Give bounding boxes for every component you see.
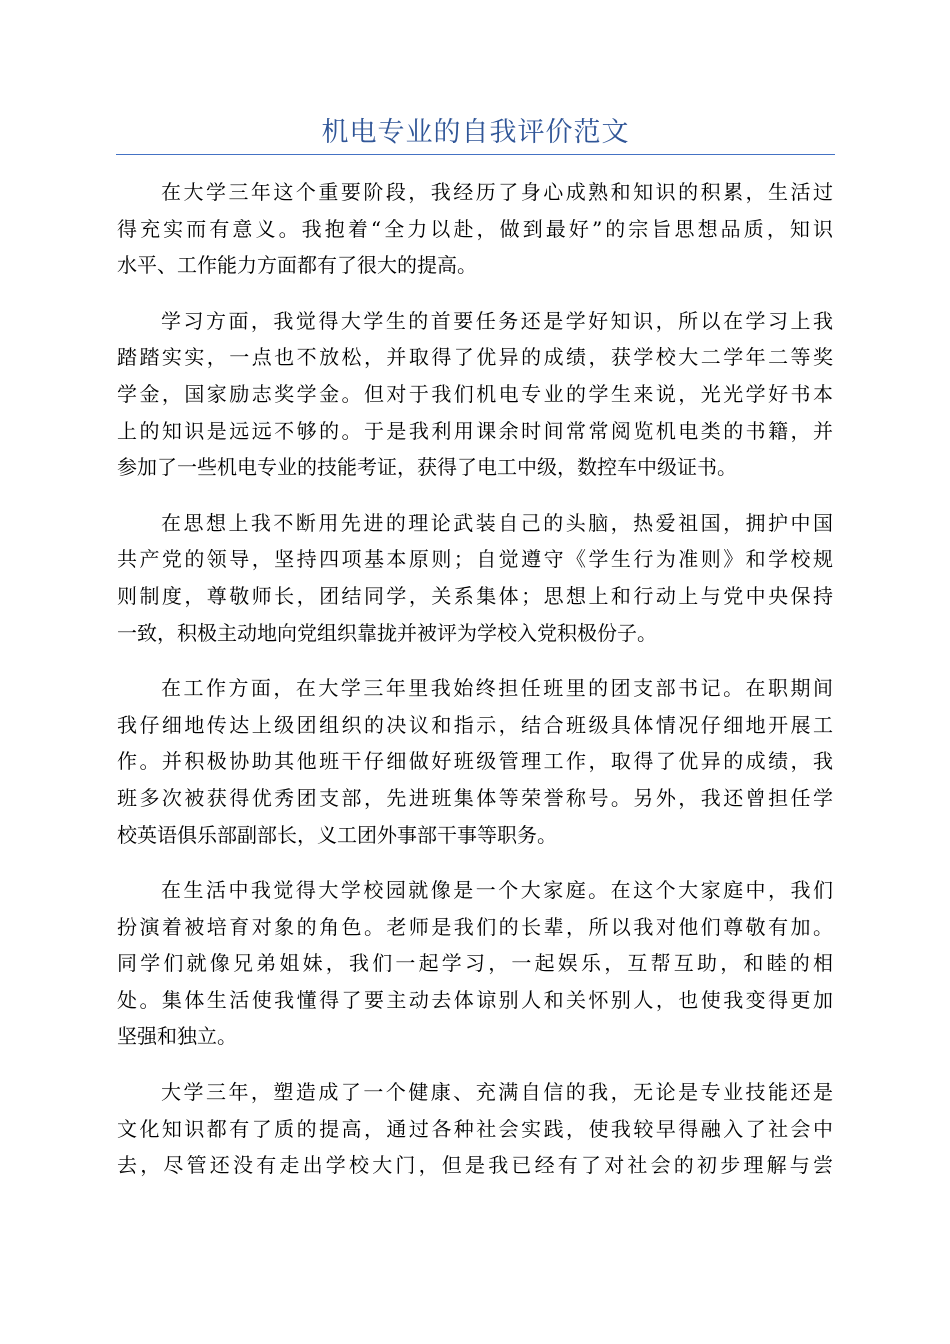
- paragraph-line: 大学三年，塑造成了一个健康、充满自信的我，无论是专业技能还是: [161, 1080, 833, 1105]
- paragraph-line: 作。并积极协助其他班干仔细做好班级管理工作，取得了优异的成绩，我: [117, 749, 833, 774]
- document-title: 机电专业的自我评价范文: [321, 117, 630, 148]
- paragraph: [117, 174, 833, 284]
- paragraph-line: 文化知识都有了质的提高，通过各种社会实践，使我较早得融入了社会中: [117, 1116, 833, 1141]
- paragraph-line: 处。集体生活使我懂得了要主动去体谅别人和关怀别人，也使我变得更加: [117, 987, 833, 1012]
- paragraph-line: 坚强和独立。: [117, 1024, 237, 1049]
- paragraph-line: 共产党的领导，坚持四项基本原则；自觉遵守《学生行为准则》和学校规: [117, 547, 833, 572]
- paragraph-line: 在思想上我不断用先进的理论武装自己的头脑，热爱祖国，拥护中国: [161, 510, 833, 535]
- paragraph-line: 同学们就像兄弟姐妹，我们一起学习，一起娱乐，互帮互助，和睦的相: [117, 951, 833, 976]
- paragraph-line: 上的知识是远远不够的。于是我利用课余时间常常阅览机电类的书籍，并: [117, 418, 833, 443]
- paragraph: [117, 670, 833, 853]
- paragraph-line: 在生活中我觉得大学校园就像是一个大家庭。在这个大家庭中，我们: [161, 878, 833, 903]
- paragraph: [117, 505, 833, 651]
- paragraph-line: 参加了一些机电专业的技能考证，获得了电工中级，数控车中级证书。: [117, 455, 737, 480]
- paragraph-line: 我仔细地传达上级团组织的决议和指示，结合班级具体情况仔细地开展工: [117, 712, 833, 737]
- paragraph-line: 水平、工作能力方面都有了很大的提高。: [117, 253, 477, 278]
- paragraph-line: 校英语俱乐部副部长，义工团外事部干事等职务。: [117, 822, 557, 847]
- paragraph-line: 在工作方面，在大学三年里我始终担任班里的团支部书记。在职期间: [161, 676, 833, 701]
- paragraph-line: 扮演着被培育对象的角色。老师是我们的长辈，所以我对他们尊敬有加。: [117, 914, 833, 939]
- paragraph: [117, 303, 833, 486]
- paragraph-line: 班多次被获得优秀团支部，先进班集体等荣誉称号。另外，我还曾担任学: [117, 785, 833, 810]
- document-body: [117, 174, 833, 1203]
- paragraph-line: 学习方面，我觉得大学生的首要任务还是学好知识，所以在学习上我: [161, 308, 833, 333]
- paragraph: [117, 872, 833, 1055]
- paragraph-line: 学金，国家励志奖学金。但对于我们机电专业的学生来说，光光学好书本: [117, 381, 833, 406]
- paragraph-line: 一致，积极主动地向党组织靠拢并被评为学校入党积极份子。: [117, 620, 657, 645]
- title-underline: [116, 154, 835, 155]
- paragraph-line: 踏踏实实，一点也不放松，并取得了优异的成绩，获学校大二学年二等奖: [117, 345, 833, 370]
- paragraph-line: 得充实而有意义。我抱着“全力以赴，做到最好”的宗旨思想品质，知识: [117, 216, 833, 241]
- paragraph-line: 去，尽管还没有走出学校大门，但是我已经有了对社会的初步理解与尝: [117, 1153, 833, 1178]
- paragraph: [117, 1074, 833, 1184]
- paragraph-line: 在大学三年这个重要阶段，我经历了身心成熟和知识的积累，生活过: [161, 180, 833, 204]
- paragraph-line: 则制度，尊敬师长，团结同学，关系集体；思想上和行动上与党中央保持: [117, 583, 833, 608]
